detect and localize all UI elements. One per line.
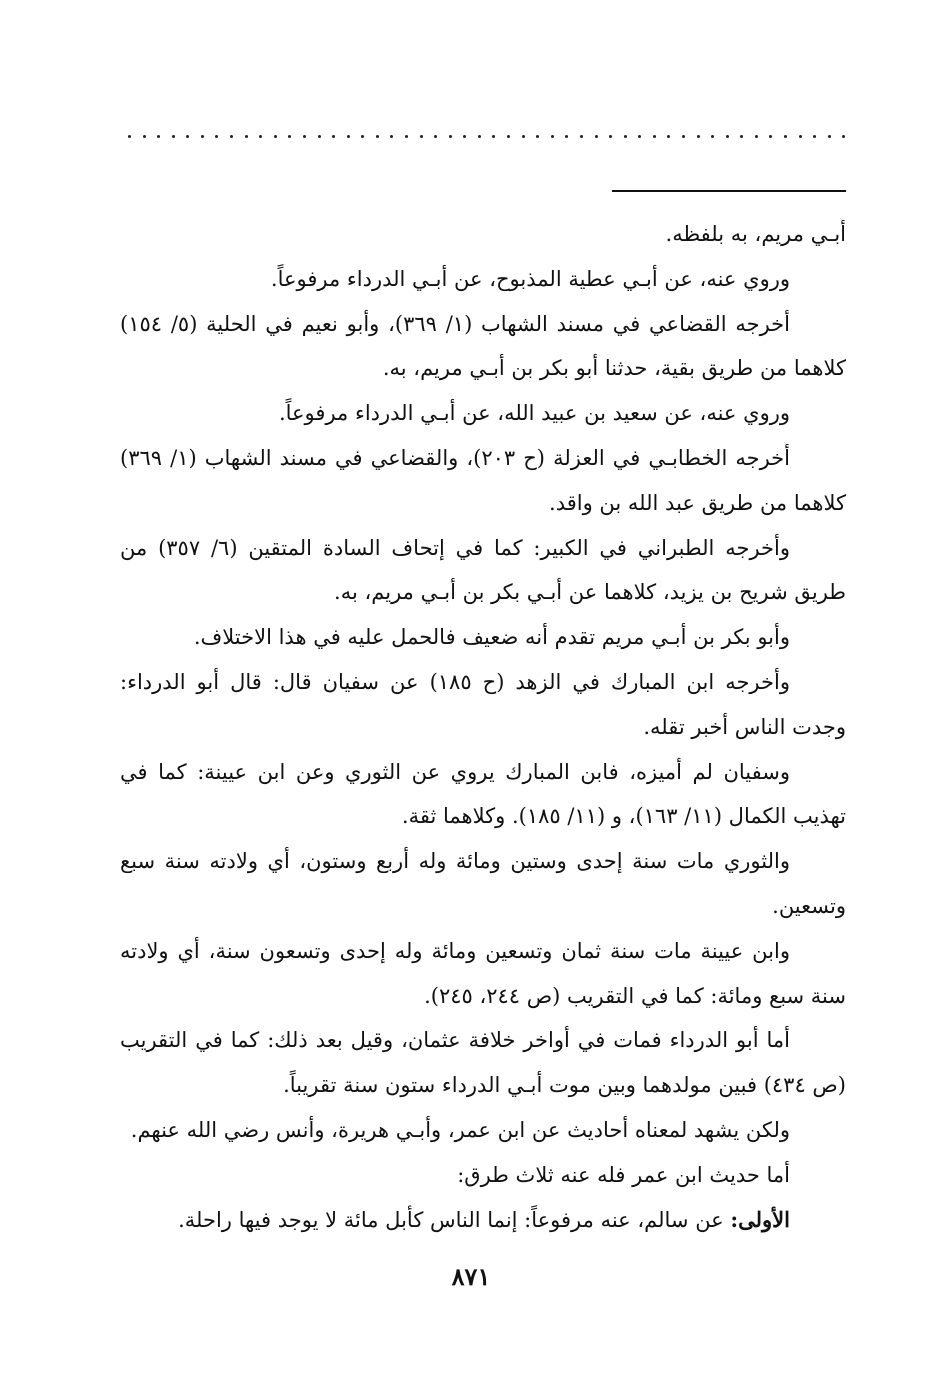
paragraph-15-text: عن سالم، عنه مرفوعاً: إنما الناس كأبل مائة لا يوجد فيها راحلة. — [178, 1207, 731, 1232]
rule-dot — [478, 135, 481, 138]
rule-dot — [595, 135, 598, 138]
rule-dot — [361, 135, 364, 138]
rule-dot — [245, 135, 248, 138]
rule-dot — [784, 135, 787, 138]
rule-dot — [842, 135, 845, 138]
paragraph-lead-word: الأولى: — [730, 1206, 790, 1232]
rule-dot — [697, 135, 700, 138]
rule-dot — [405, 135, 408, 138]
rule-dot — [143, 135, 146, 138]
rule-dot — [740, 135, 743, 138]
rule-dot — [201, 135, 204, 138]
rule-dot — [653, 135, 656, 138]
rule-dot — [332, 135, 335, 138]
rule-dot — [288, 135, 291, 138]
rule-dot — [390, 135, 393, 138]
rule-dot — [580, 135, 583, 138]
rule-dot — [274, 135, 277, 138]
paragraph-7: وأبو بكر بن أبـي مريم تقدم أنه ضعيف فالحمل عليه في هذا الاختلاف. — [193, 625, 790, 650]
rule-dot — [799, 135, 802, 138]
rule-dot — [565, 135, 568, 138]
rule-dot — [726, 135, 729, 138]
rule-dot — [667, 135, 670, 138]
rule-dot — [172, 135, 175, 138]
rule-dot — [376, 135, 379, 138]
paragraph-3: أخرجه القضاعي في مسند الشهاب (١/ ٣٦٩)، وأبو نعيم في الحلية (٥/ ١٥٤) كلاهما من طريق بقية، حدثنا أبو بكر بن أبـي مريم، به. — [120, 311, 846, 381]
page-number: ٨٧١ — [451, 1262, 491, 1291]
rule-dot — [536, 135, 539, 138]
rule-dot — [215, 135, 218, 138]
rule-dot — [638, 135, 641, 138]
rule-dot — [318, 135, 321, 138]
paragraph-13: ولكن يشهد لمعناه أحاديث عن ابن عمر، وأبـي هريرة، وأنس رضي الله عنهم. — [130, 1117, 790, 1142]
paragraph-14: أما حديث ابن عمر فله عنه ثلاث طرق: — [457, 1162, 790, 1187]
rule-dot — [522, 135, 525, 138]
rule-dot — [303, 135, 306, 138]
paragraph-8: وأخرجه ابن المبارك في الزهد (ح ١٨٥) عن سفيان قال: قال أبو الدرداء: وجدت الناس أخبر تقله. — [120, 669, 846, 739]
paragraph-5: أخرجه الخطابـي في العزلة (ح ٢٠٣)، والقضاعي في مسند الشهاب (١/ ٣٦٩) كلاهما من طريق عبد الله بن واقد. — [120, 445, 846, 515]
paragraph-6: وأخرجه الطبراني في الكبير: كما في إتحاف السادة المتقين (٦/ ٣٥٧) من طريق شريح بن يزيد، كلاهما عن أبـي بكر بن أبـي مريم، به. — [120, 535, 846, 605]
rule-dot — [230, 135, 233, 138]
rule-dot — [813, 135, 816, 138]
rule-dot — [682, 135, 685, 138]
page-body — [120, 212, 846, 1242]
header-dotted-rule — [128, 126, 846, 146]
paragraph-9: وسفيان لم أميزه، فابن المبارك يروي عن الثوري وعن ابن عيينة: كما في تهذيب الكمال (١١/ ١٦٣)، و (١١/ ١٨٥). وكلاهما ثقة. — [120, 759, 846, 829]
rule-dot — [507, 135, 510, 138]
paragraph-2: وروي عنه، عن أبـي عطية المذبوح، عن أبـي الدرداء مرفوعاً. — [270, 266, 790, 291]
rule-dot — [347, 135, 350, 138]
rule-dot — [259, 135, 262, 138]
rule-dot — [769, 135, 772, 138]
footnote-separator-line — [612, 190, 846, 192]
rule-dot — [492, 135, 495, 138]
rule-dot — [449, 135, 452, 138]
rule-dot — [157, 135, 160, 138]
rule-dot — [463, 135, 466, 138]
rule-dot — [551, 135, 554, 138]
paragraph-1: أبـي مريم، به بلفظه. — [665, 222, 846, 246]
rule-dot — [128, 135, 131, 138]
paragraph-11: وابن عيينة مات سنة ثمان وتسعين ومائة وله إحدى وتسعون سنة، أي ولادته سنة سبع ومائة: كما في التقريب (ص ٢٤٤، ٢٤٥). — [120, 938, 846, 1008]
paragraph-12: أما أبو الدرداء فمات في أواخر خلافة عثمان، وقيل بعد ذلك: كما في التقريب (ص ٤٣٤) فبين مولدهما وبين موت أبـي الدرداء ستون سنة تقريباً. — [120, 1028, 846, 1098]
rule-dot — [420, 135, 423, 138]
rule-dot — [711, 135, 714, 138]
paragraph-10: والثوري مات سنة إحدى وستين ومائة وله أربع وستون، أي ولادته سنة سبع وتسعين. — [120, 849, 846, 918]
paragraph-15 — [120, 1198, 846, 1243]
rule-dot — [828, 135, 831, 138]
rule-dot — [186, 135, 189, 138]
paragraph-4: وروي عنه، عن سعيد بن عبيد الله، عن أبـي الدرداء مرفوعاً. — [278, 401, 790, 426]
rule-dot — [624, 135, 627, 138]
rule-dot — [609, 135, 612, 138]
rule-dot — [434, 135, 437, 138]
rule-dot — [755, 135, 758, 138]
